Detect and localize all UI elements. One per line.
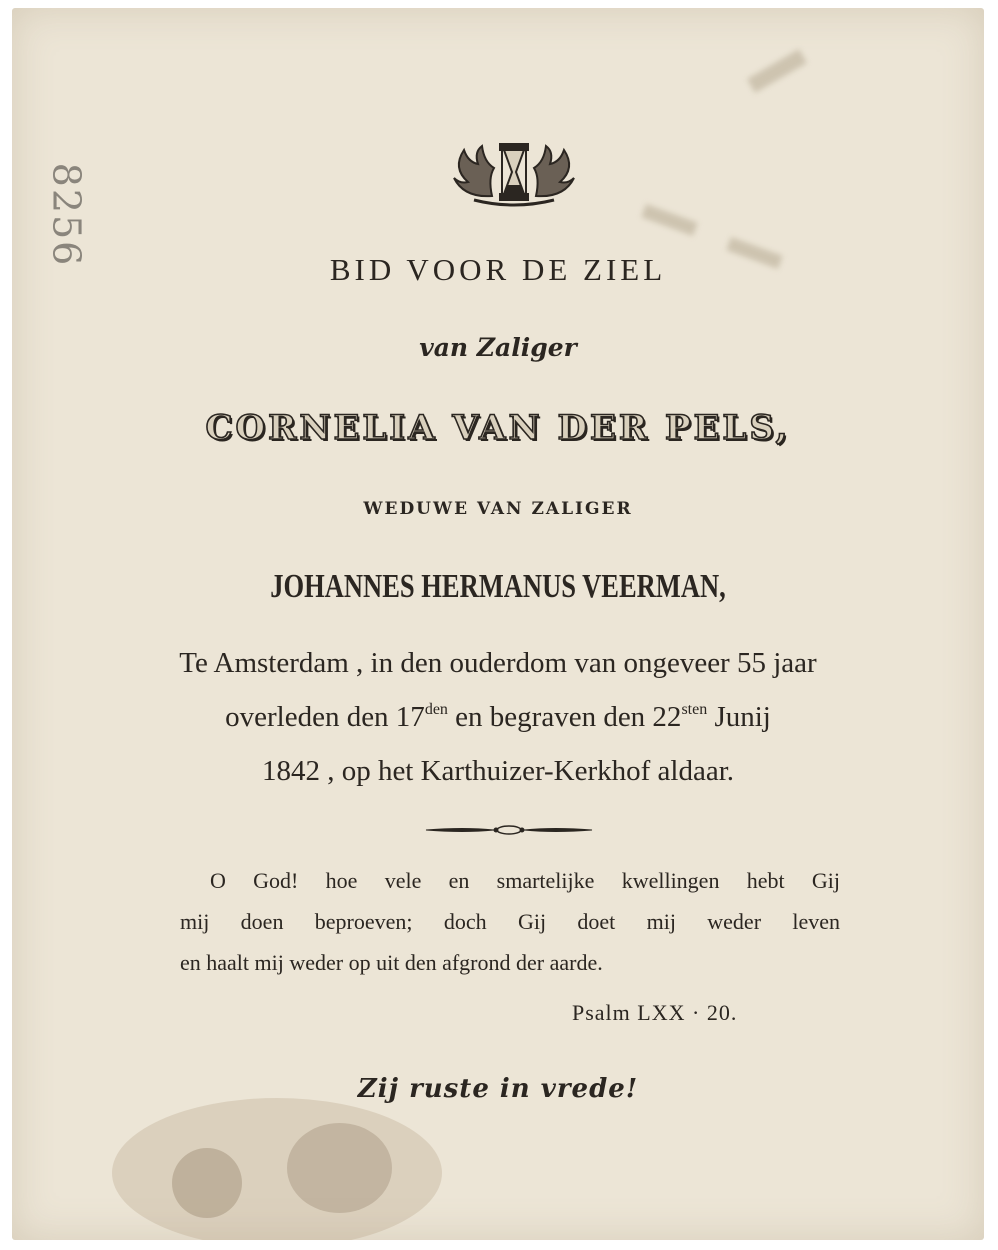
relation-text: WEDUWE VAN ZALIGER [363, 499, 633, 519]
ornamental-divider-icon [424, 822, 594, 838]
water-stain-dark [287, 1123, 392, 1213]
verse-line-3: en haalt mij weder op uit den afgrond der aarde. [180, 950, 603, 975]
subheading: van Zaliger [419, 333, 577, 362]
hourglass-emblem-icon [444, 138, 584, 210]
psalm-citation: Psalm LXX · 20. [572, 1000, 738, 1025]
deceased-name: CORNELIA VAN DER PELS, [205, 408, 791, 448]
verse-line-2: mij doen beproeven; doch Gij doet mij weder leven [180, 909, 840, 934]
verse-line-1: O God! hoe vele en smartelijke kwellingen hebt Gij [210, 868, 840, 893]
details-line-2: overleden den $17^{den}$ en begraven den $22^{sten}$ Junij [225, 701, 771, 733]
spouse-name: JOHANNES HERMANUS VEERMAN, [270, 568, 726, 605]
smudge-mark [747, 49, 807, 93]
water-stain [112, 1098, 442, 1240]
heading: BID VOOR DE ZIEL [329, 252, 667, 287]
details-line-3: 1842 , op het Karthuizer-Kerkhof aldaar. [261, 755, 735, 787]
water-stain-dark [172, 1148, 242, 1218]
pencil-inventory-number: 8256 [44, 162, 89, 268]
details-line-1: Te Amsterdam , in den ouderdom van ongeveer 55 jaar [179, 647, 817, 679]
memorial-card [12, 8, 984, 1240]
closing-blessing: Zij ruste in vrede! [357, 1074, 639, 1104]
smudge-mark [641, 204, 697, 236]
